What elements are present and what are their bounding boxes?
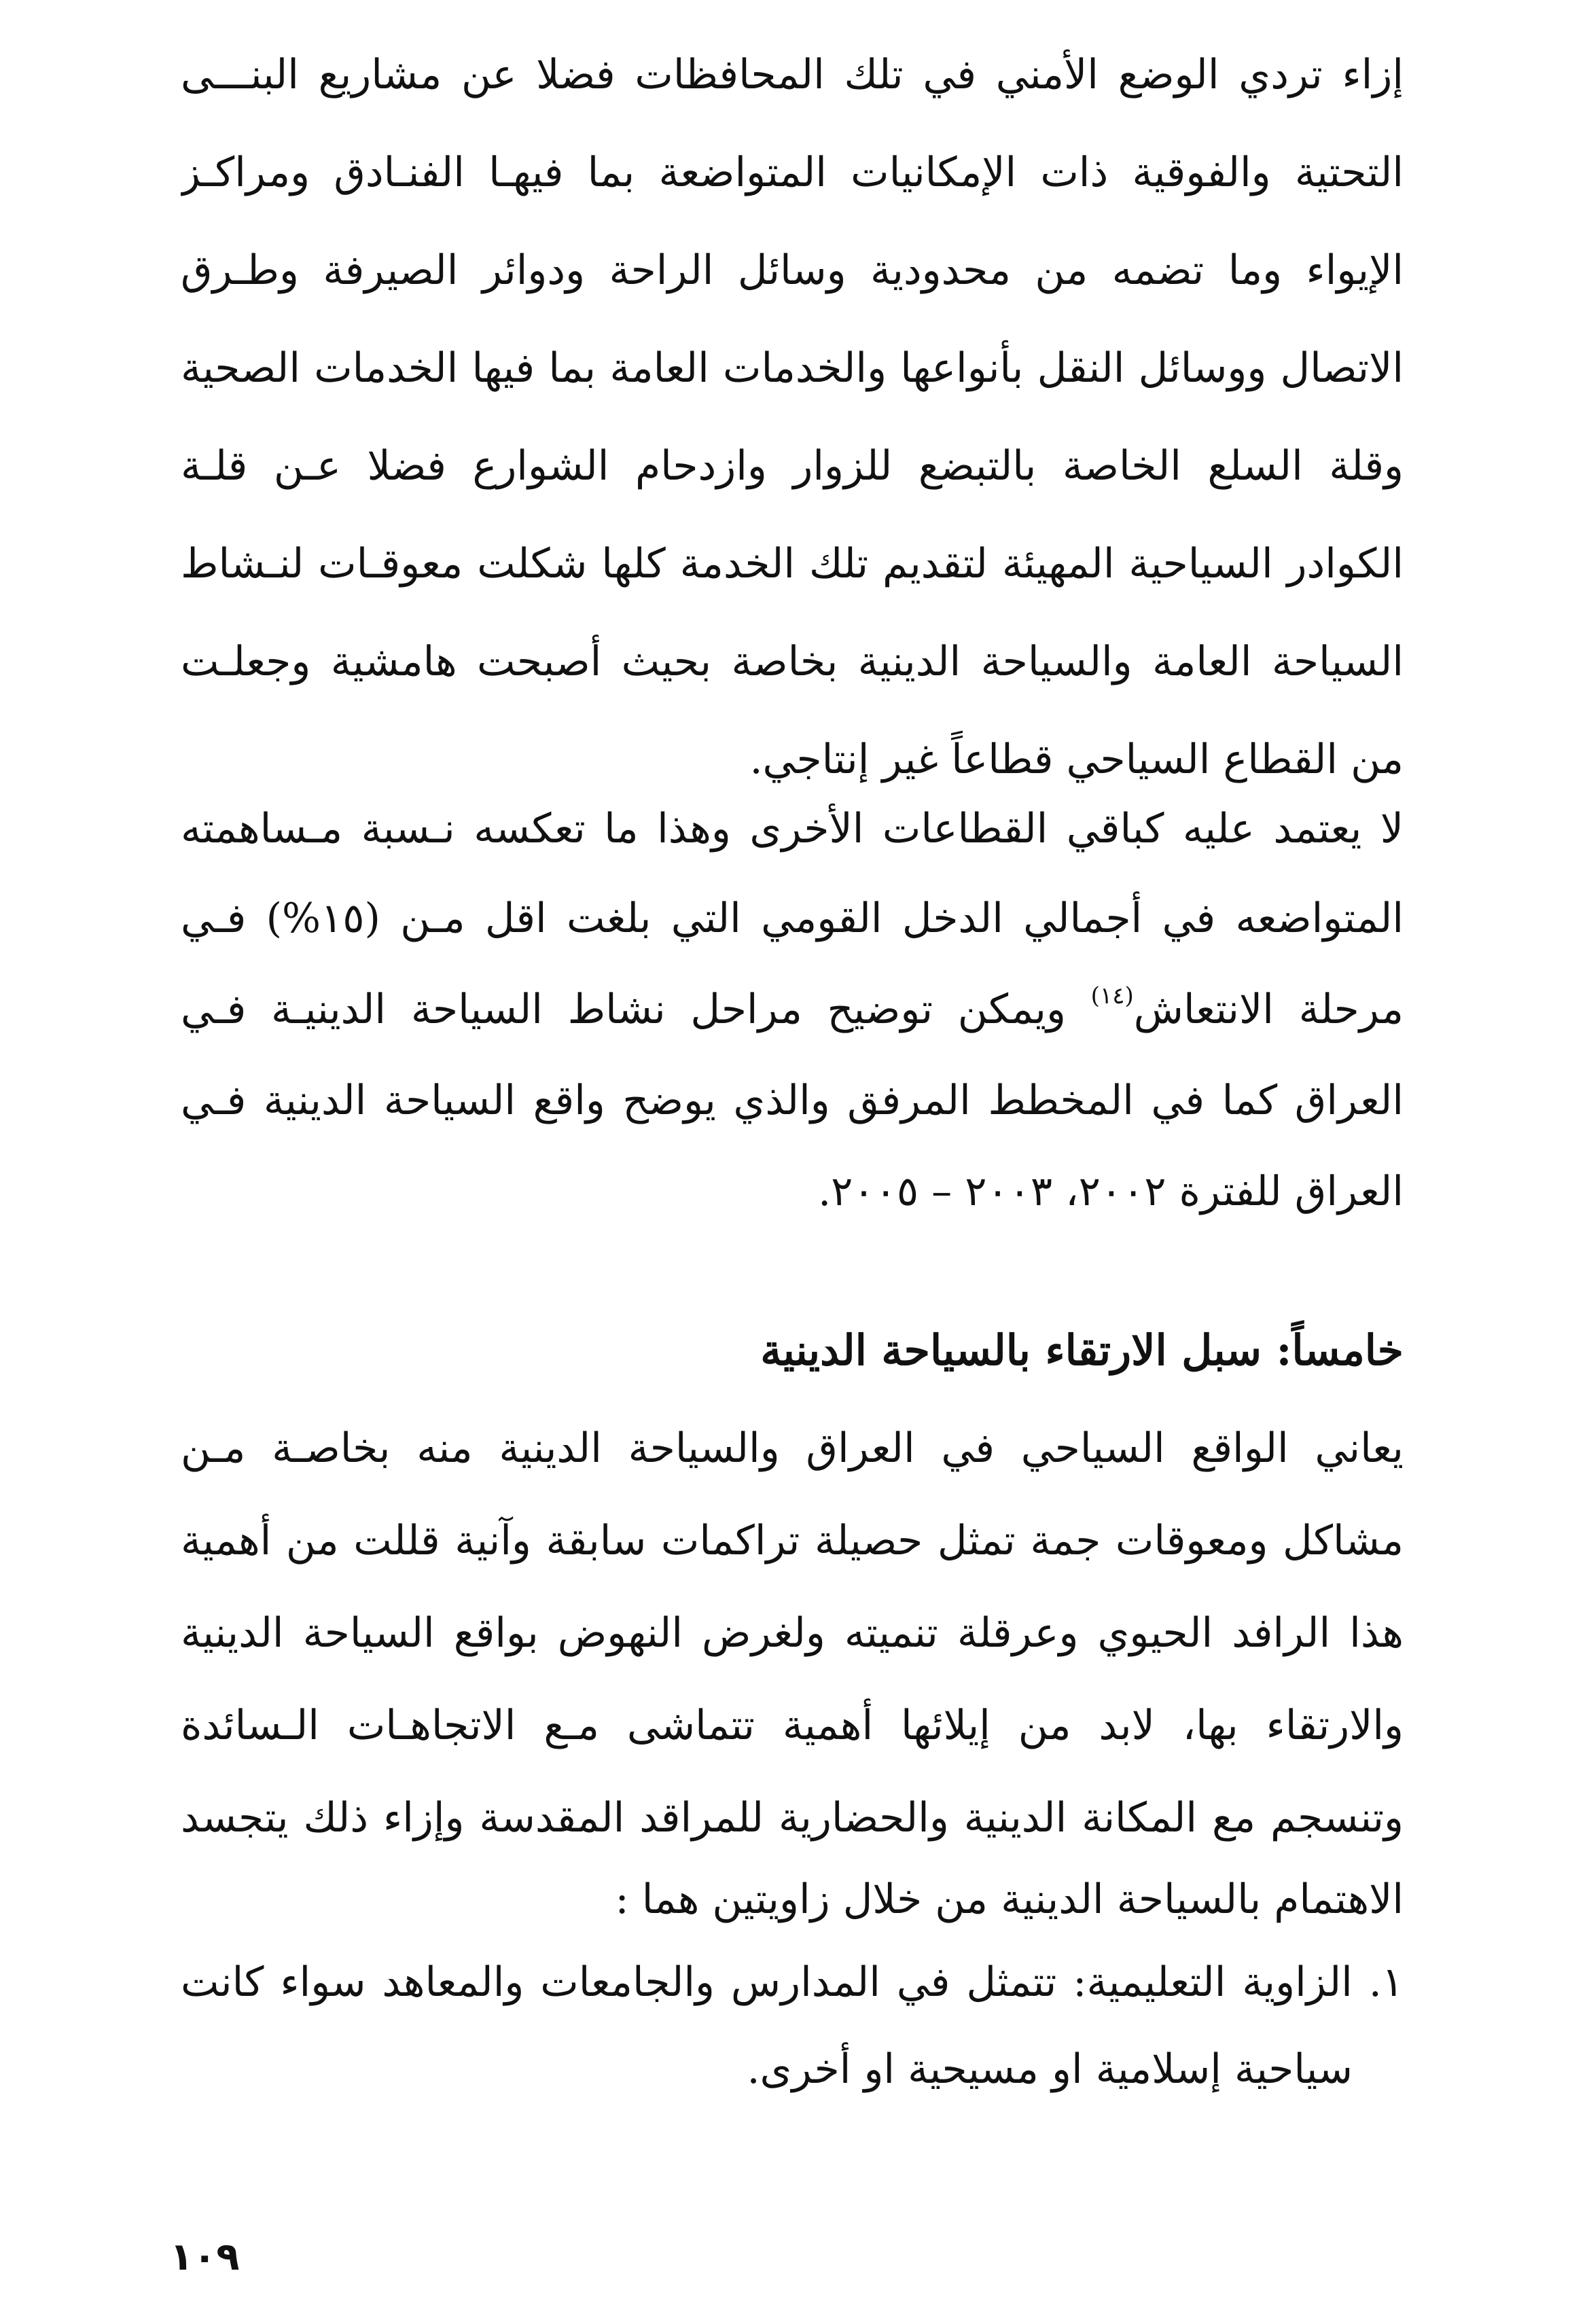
paragraph-1-line-5: وقلة السلع الخاصة بالتبضع للزوار وازدحام الشوارع فضلا عـن قلـة bbox=[181, 442, 1404, 490]
paragraph-2-line-2: المتواضعه في أجمالي الدخل القومي التي بلغت اقل مـن (١٥%) فـي bbox=[181, 895, 1404, 942]
paragraph-2-line-3 bbox=[181, 976, 1404, 1043]
paragraph-2-line-5: العراق للفترة ٢٠٠٢، ٢٠٠٣ – ٢٠٠٥. bbox=[818, 1168, 1404, 1215]
paragraph-1-line-8: من القطاع السياحي قطاعاً غير إنتاجي. bbox=[749, 736, 1404, 783]
paragraph-1-line-2: التحتية والفوقية ذات الإمكانيات المتواضعة بما فيهـا الفنـادق ومراكـز bbox=[181, 149, 1404, 196]
section-heading: خامساً: سبل الارتقاء بالسياحة الدينية bbox=[760, 1325, 1404, 1375]
paragraph-1-line-4: الاتصال ووسائل النقل بأنواعها والخدمات العامة بما فيها الخدمات الصحية bbox=[181, 344, 1404, 392]
paragraph-3-line-5: وتنسجم مع المكانة الدينية والحضارية للمراقد المقدسة وإزاء ذلك يتجسد bbox=[181, 1794, 1404, 1842]
list-item-1-line-1: ١. الزاوية التعليمية: تتمثل في المدارس والجامعات والمعاهد سواء كانت bbox=[181, 1959, 1404, 2006]
paragraph-1-line-7: السياحة العامة والسياحة الدينية بخاصة بحيث أصبحت هامشية وجعلـت bbox=[181, 638, 1404, 685]
paragraph-2-line-1: لا يعتمد عليه كباقي القطاعات الأخرى وهذا ما تعكسه نـسبة مـساهمته bbox=[181, 805, 1404, 853]
footnote-reference: (١٤) bbox=[1090, 982, 1134, 1009]
paragraph-2-line-4: العراق كما في المخطط المرفق والذي يوضح واقع السياحة الدينية فـي bbox=[181, 1077, 1404, 1124]
paragraph-1-line-1: إزاء تردي الوضع الأمني في تلك المحافظات فضلا عن مشاريع البنـــى bbox=[181, 51, 1404, 99]
paragraph-2-line-3-rest: ويمكن توضيح مراحل نشاط السياحة الدينيـة فـي bbox=[181, 986, 1066, 1033]
list-item-1-line-2: سياحية إسلامية او مسيحية او أخرى. bbox=[747, 2045, 1353, 2093]
paragraph-3-line-3: هذا الرافد الحيوي وعرقلة تنميته ولغرض النهوض بواقع السياحة الدينية bbox=[181, 1609, 1404, 1657]
paragraph-3-line-2: مشاكل ومعوقات جمة تمثل حصيلة تراكمات سابقة وآنية قللت من أهمية bbox=[181, 1517, 1404, 1565]
paragraph-1-line-3: الإيواء وما تضمه من محدودية وسائل الراحة ودوائر الصيرفة وطـرق bbox=[181, 247, 1404, 294]
paragraph-1-line-6: الكوادر السياحية المهيئة لتقديم تلك الخدمة كلها شكلت معوقـات لنـشاط bbox=[181, 540, 1404, 588]
paragraph-2-line-3-start: مرحلة الانتعاش bbox=[1133, 986, 1404, 1033]
paragraph-3-line-4: والارتقاء بها، لابد من إيلائها أهمية تتماشى مـع الاتجاهـات الـسائدة bbox=[181, 1702, 1404, 1749]
paragraph-3-line-1: يعاني الواقع السياحي في العراق والسياحة الدينية منه بخاصـة مـن bbox=[181, 1425, 1404, 1472]
paragraph-3-line-6: الاهتمام بالسياحة الدينية من خلال زاويتين هما : bbox=[615, 1876, 1404, 1923]
page-number: ١٠٩ bbox=[170, 2235, 240, 2279]
